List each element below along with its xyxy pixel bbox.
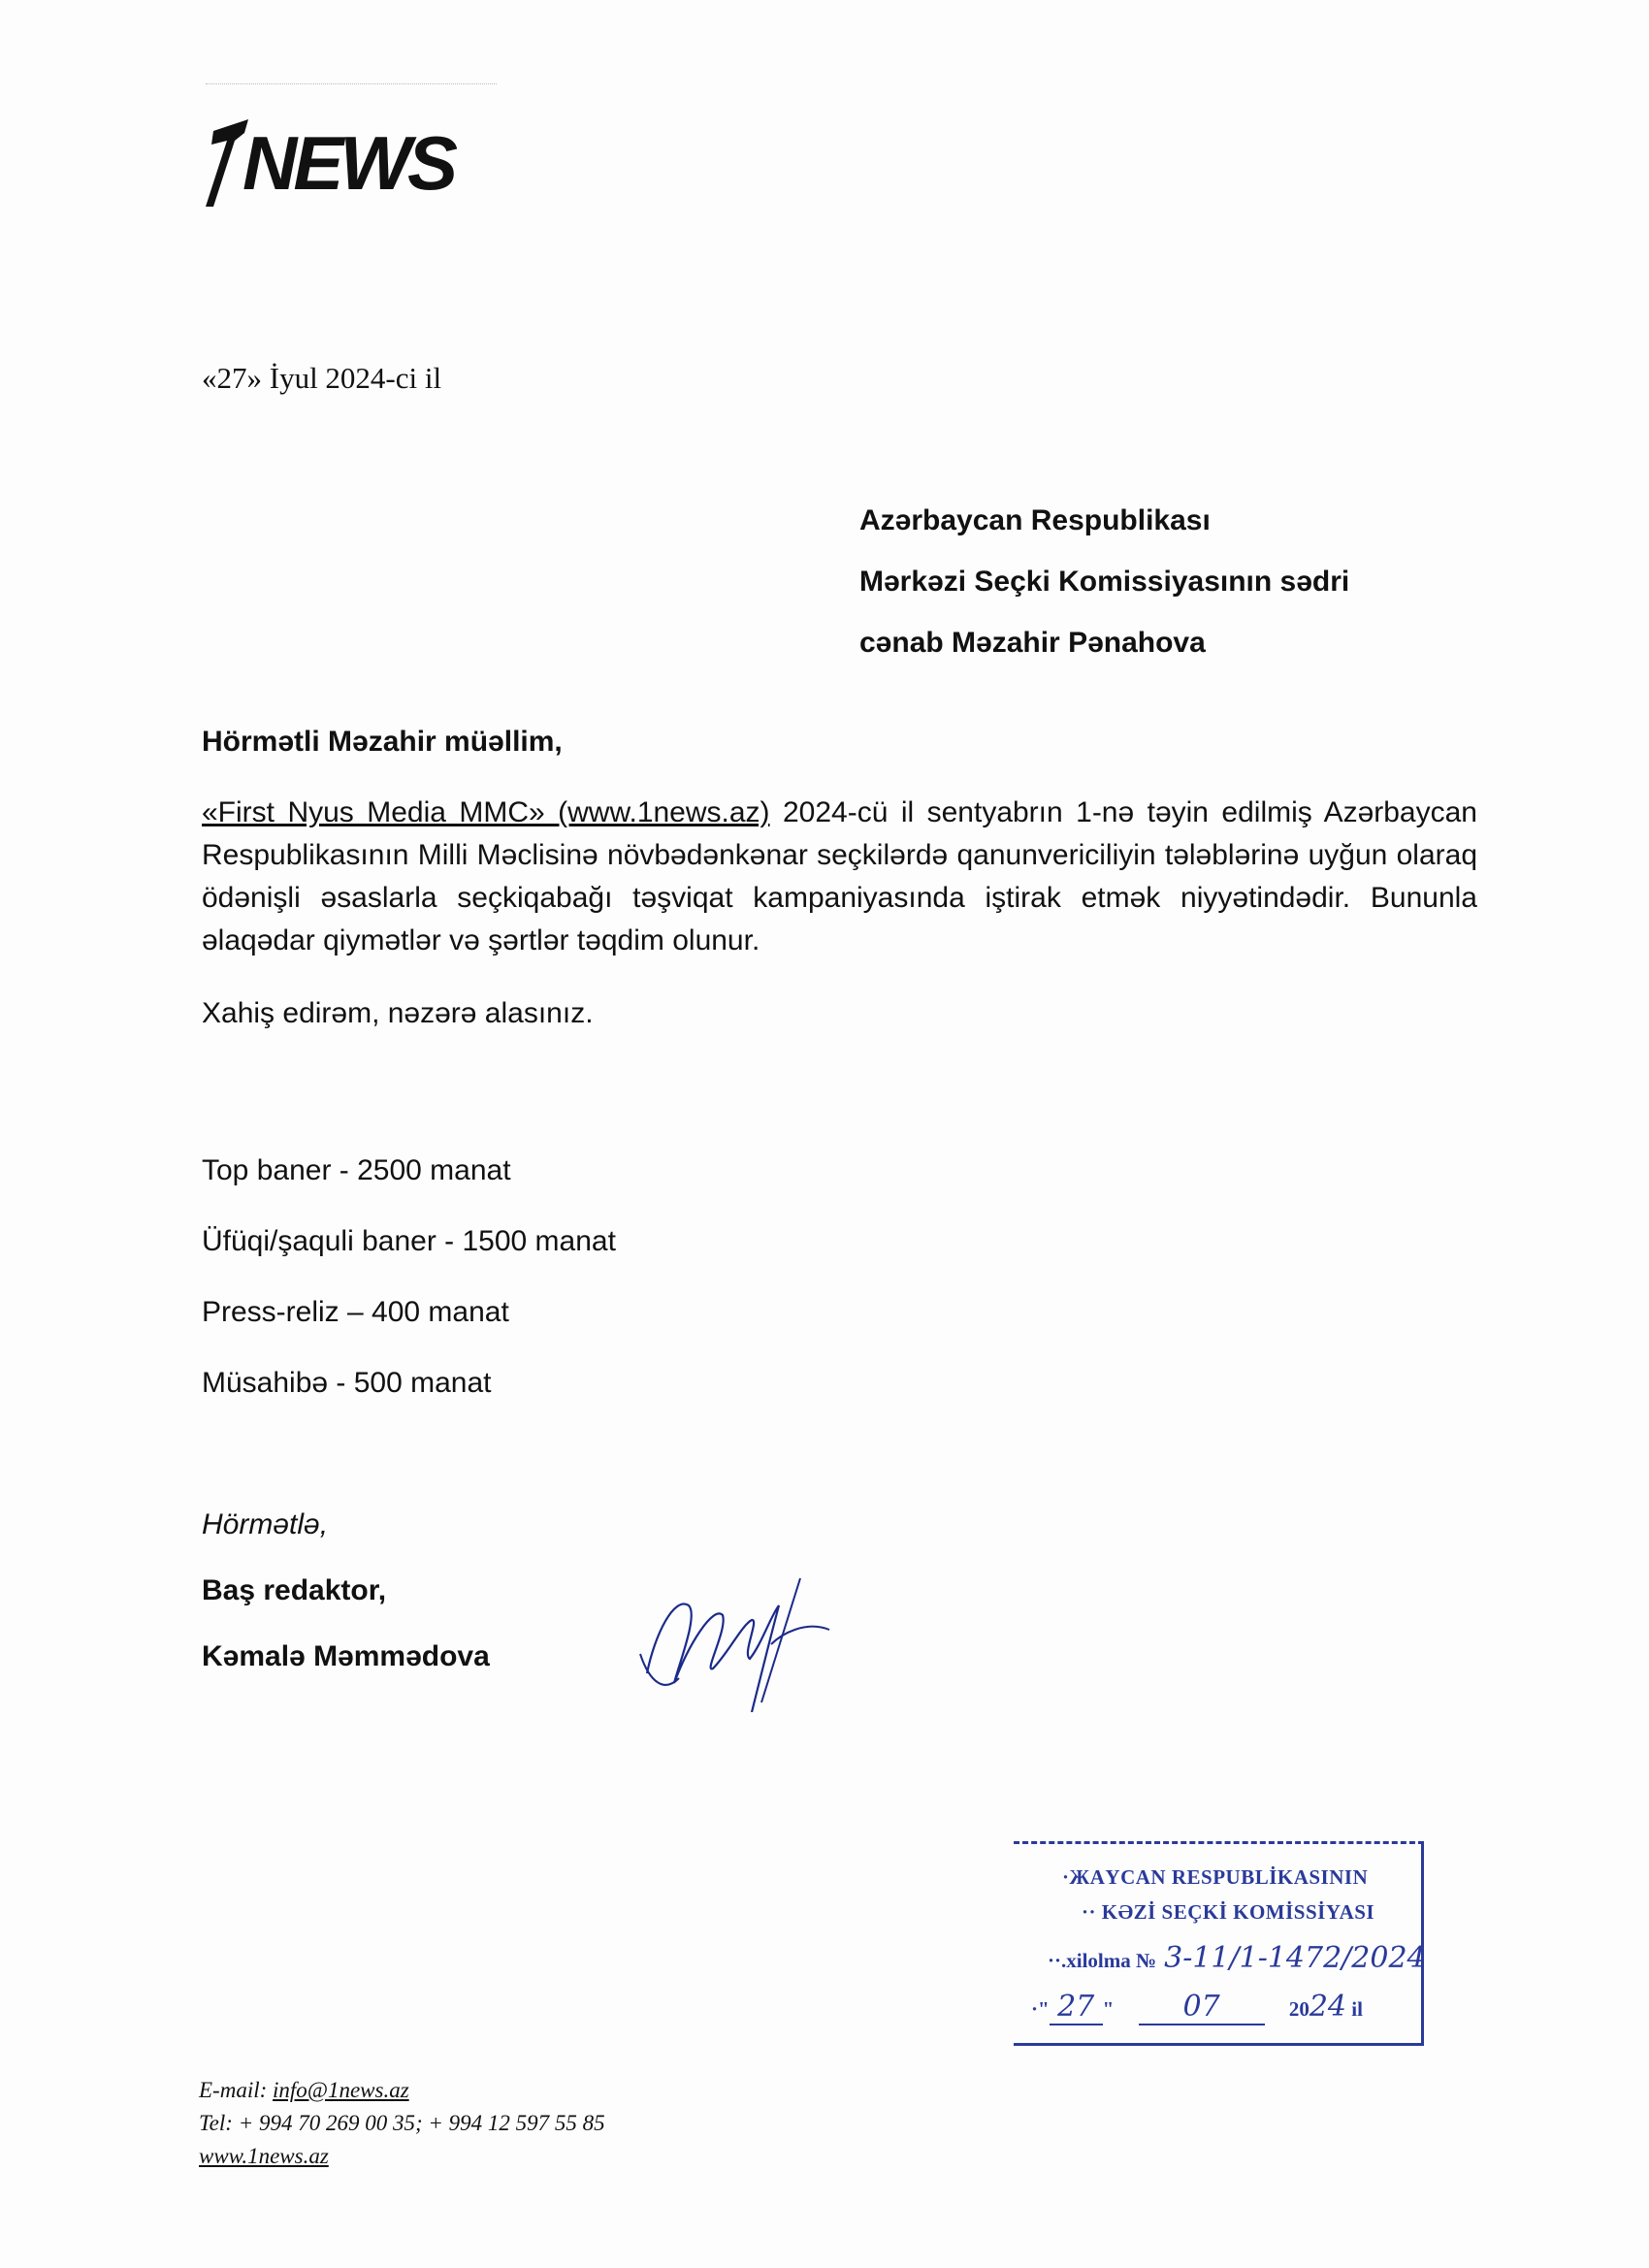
svg-text:NEWS: NEWS <box>242 120 454 206</box>
price-list <box>202 1135 616 1418</box>
body-paragraph <box>202 792 1477 962</box>
registration-stamp <box>1014 1841 1424 2046</box>
stamp-year-suffix: 24 <box>1309 1990 1347 2024</box>
stamp-year-prefix: 20 <box>1288 1997 1310 2021</box>
addressee-line-2: Mərkəzi Seçki Komissiyasının sədri <box>859 566 1350 598</box>
letter-date: «27» İyul 2024-ci il <box>202 361 442 395</box>
stamp-month: 07 <box>1139 1990 1265 2025</box>
body-text: 2024-cü il sentyabrın 1-nə təyin edilmiş Azərbaycan Respublikasının Milli Məclisinə növbədənkənar seçkilərdə qanunvericiliyin tələblərinə uyğun olaraq ödənişli əsaslarla seçkiqabağı təşviqat kampaniyasında iştirak etmək niyyətindədir. Bununla əlaqədar qiymətlər və şərtlər təqdim olunur. <box>202 796 1477 956</box>
closing-block <box>202 1492 490 1690</box>
closing-position: Baş redaktor, <box>202 1574 387 1606</box>
footer-email-line <box>199 2074 605 2107</box>
addressee-block <box>859 490 1349 673</box>
closing-regards: Hörmətlə, <box>202 1508 329 1540</box>
price-item: Müsahibə - 500 manat <box>202 1367 492 1399</box>
logo-divider <box>206 83 497 84</box>
company-name: «First Nyus Media MMC» (www.1news.az) <box>202 796 770 828</box>
1news-logo <box>206 102 516 209</box>
stamp-day: 27 <box>1050 1990 1103 2025</box>
stamp-il: il <box>1351 1997 1363 2021</box>
footer-website-link[interactable]: www.1news.az <box>199 2144 329 2168</box>
footer-email-link[interactable]: info@1news.az <box>273 2078 409 2102</box>
stamp-registration <box>1048 1941 1426 1975</box>
footer-contacts <box>199 2074 605 2173</box>
price-item: Top baner - 2500 manat <box>202 1154 511 1186</box>
request-line: Xahiş edirəm, nəzərə alasınız. <box>202 997 594 1029</box>
addressee-line-3: cənab Məzahir Pənahova <box>859 627 1206 659</box>
footer-tel: Tel: + 994 70 269 00 35; + 994 12 597 55 85 <box>199 2111 605 2135</box>
stamp-line-1: ·ЖАYCAN RESPUBLİKASININ <box>1062 1865 1369 1889</box>
closing-name: Kəmalə Məmmədova <box>202 1640 490 1672</box>
signature <box>635 1576 849 1712</box>
stamp-line-2: ·· KƏZİ SEÇKİ KOMİSSİYASI <box>1082 1900 1375 1924</box>
stamp-registration-label: ··.xilolma № <box>1048 1949 1157 1972</box>
addressee-line-1: Azərbaycan Respublikası <box>859 504 1211 536</box>
price-item: Press-reliz – 400 manat <box>202 1296 509 1328</box>
price-item: Üfüqi/şaquli baner - 1500 manat <box>202 1225 616 1257</box>
footer-email-label: E-mail: <box>199 2078 268 2102</box>
greeting: Hörmətli Məzahir müəllim, <box>202 726 563 758</box>
stamp-registration-number: 3-11/1-1472/2024 <box>1164 1941 1426 1975</box>
stamp-date: ·" 27 " 07 2024 il <box>1031 1990 1363 2024</box>
